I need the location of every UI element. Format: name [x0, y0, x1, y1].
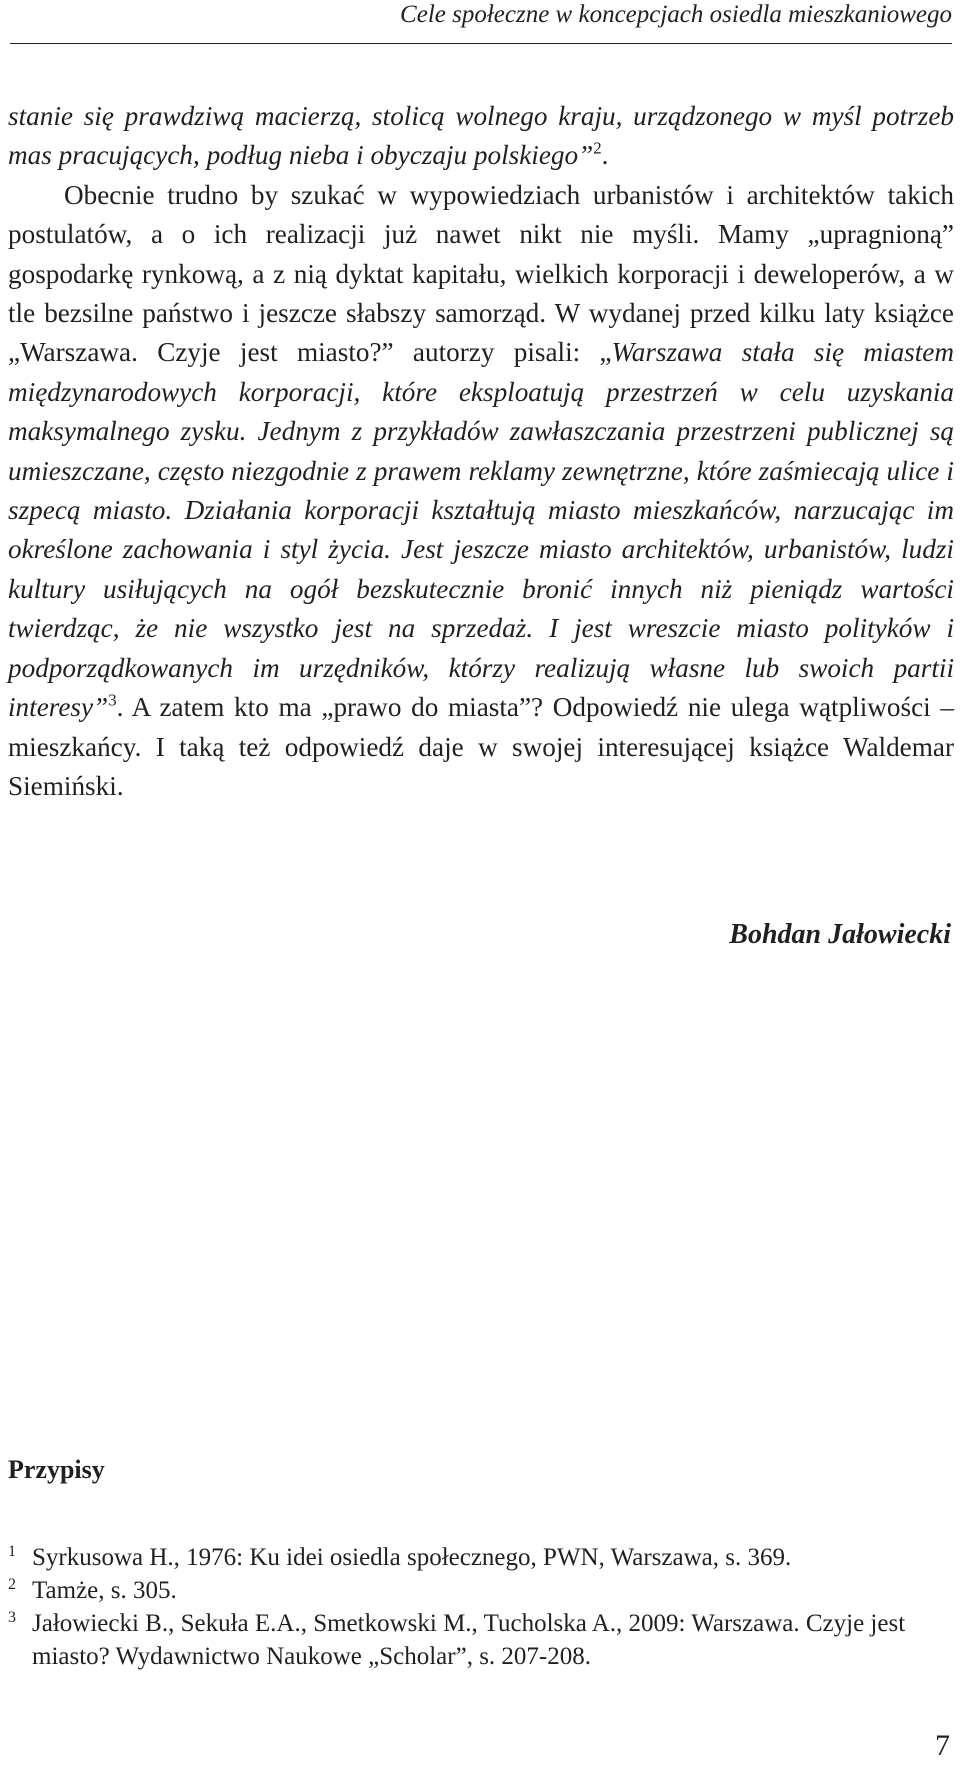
footnote-ref-2: 2 [593, 138, 602, 158]
notes-heading: Przypisy [8, 1455, 105, 1484]
body-text [8, 97, 954, 806]
paragraph-quote-end: stanie się prawdziwą macierzą, stolicą wolnego kraju, urządzonego w myśl potrzeb mas pracujących, podług nieba i obyczaju polskiego”$^2$. [8, 101, 954, 171]
footnote-number: 1 [8, 1543, 16, 1560]
footnote-number: 2 [8, 1576, 16, 1593]
paragraph-main [8, 176, 954, 807]
footnote-item [8, 1574, 954, 1607]
footnotes-list [8, 1541, 954, 1673]
paragraph-intro: Obecnie trudno by szukać w wypowiedziach urbanistów i architektów takich postulatów, a o ich realizacji już nawet nikt nie myśli. Mamy „upragnioną” gospodarkę rynkową, a z nią dyktat kapitału, wielkich korporacji i deweloperów, a w tle bezsilne państwo i jeszcze słabszy samorząd. W wydanej przed kilku laty książce „Warszawa. Czyje jest miasto?” autorzy pisali: „ [8, 179, 954, 368]
running-header [10, 0, 952, 44]
footnote-text: Syrkusowa H., 1976: Ku idei osiedla społecznego, PWN, Warszawa, s. 369. [32, 1544, 792, 1571]
quote-italic: stanie się prawdziwą macierzą, stolicą wolnego kraju, urządzonego w myśl potrzeb mas pracujących, podług nieba i obyczaju polskiego” [8, 101, 954, 171]
footnote-item [8, 1541, 954, 1574]
footnote-number: 3 [8, 1609, 16, 1626]
paragraph-end: . A zatem kto ma „prawo do miasta”? Odpowiedź nie ulega wątpliwości – mieszkańcy. I taką też odpowiedź daje w swojej interesującej książce Waldemar Siemiński. [8, 692, 954, 801]
footnote-ref-3: 3 [108, 690, 117, 710]
footnote-text: Jałowiecki B., Sekuła E.A., Smetkowski M., Tucholska A., 2009: Warszawa. Czyje jest miasto? Wydawnictwo Naukowe „Scholar”, s. 207-208. [32, 1610, 906, 1670]
footnote-item [8, 1607, 954, 1673]
author-signature: Bohdan Jałowiecki [729, 919, 951, 950]
running-title: Cele społeczne w koncepcjach osiedla mieszkaniowego [400, 1, 952, 28]
paragraph-quote: Warszawa stała się miastem międzynarodowych korporacji, które eksploatują przestrzeń w celu uzyskania maksymalnego zysku. Jednym z przykładów zawłaszczania przestrzeni publicznej są umieszczane, często niezgodnie z prawem reklamy zewnętrzne, które zaśmiecają ulice i szpecą miasto. Działania korporacji kształtują miasto mieszkańców, narzucając im określone zachowania i styl życia. Jest jeszcze miasto architektów, urbanistów, ludzi kultury usiłujących na ogół bezskutecznie bronić innych niż pieniądz wartości twierdząc, że nie wszystko jest na sprzedaż. I jest wreszcie miasto polityków i podporządkowanych im urzędników, którzy realizują własne lub swoich partii interesy” [8, 337, 954, 723]
page-number: 7 [935, 1729, 950, 1762]
footnote-text: Tamże, s. 305. [32, 1577, 177, 1604]
